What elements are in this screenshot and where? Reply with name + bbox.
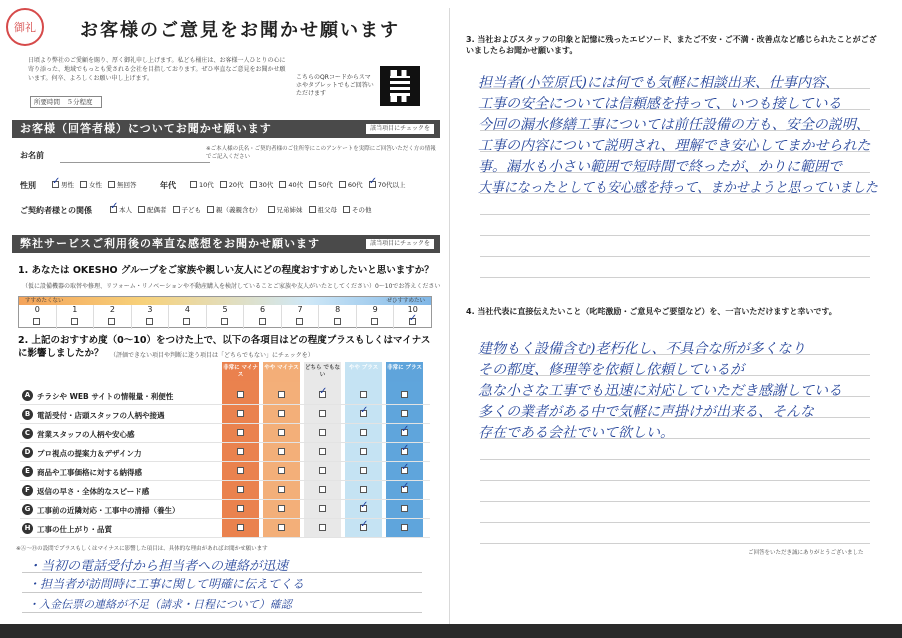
scale-checkbox[interactable] <box>409 318 416 325</box>
gender-option[interactable] <box>108 180 137 189</box>
checkbox[interactable] <box>138 206 145 213</box>
row-label: 営業スタッフの人柄や安心感 <box>37 430 135 439</box>
checkbox[interactable] <box>207 206 214 213</box>
rating-column-header: 非常に マイナス <box>223 365 258 378</box>
relation-option-label: その他 <box>352 206 372 214</box>
handwritten-comment: ・当初の電話受付から担当者への連絡が迅速 <box>28 559 289 574</box>
age-option-label: 60代 <box>347 181 363 189</box>
scale-number: 3 <box>147 305 153 314</box>
answer-line <box>480 543 870 544</box>
gender-option-label: 男性 <box>61 181 74 189</box>
rating-checkbox[interactable] <box>401 429 408 436</box>
age-option[interactable] <box>250 180 274 189</box>
rating-checkbox[interactable] <box>237 524 244 531</box>
scale-cell <box>19 305 56 329</box>
name-note: ※ご本人様の氏名・ご契約者様のご住所等にこのアンケートを実際にご回答いただく方の情報でご記入ください <box>206 146 436 160</box>
checkbox[interactable] <box>108 181 115 188</box>
intro-text: 日頃より弊社のご愛顧を賜り、厚く御礼申し上げます。私ども桶庄は、お客様一人ひとりの心に寄り添った、地域でもっとも愛される会社を目指しております。ぜひ率直なご意見をお聞かせ願います。何卒、よろしくお願い申し上げます。 <box>28 57 286 82</box>
rating-checkbox[interactable] <box>278 505 285 512</box>
gender-options <box>52 180 137 189</box>
rating-row <box>20 443 430 462</box>
relation-option-label: 本人 <box>119 206 132 214</box>
checkbox[interactable] <box>279 181 286 188</box>
gender-option[interactable] <box>80 180 102 189</box>
age-option[interactable] <box>220 180 244 189</box>
age-option[interactable] <box>309 180 333 189</box>
scale-cell <box>356 305 394 329</box>
thank-you-footer: ご回答をいただき誠にありがとうございました <box>748 550 864 556</box>
rating-checkbox[interactable] <box>319 429 326 436</box>
question-3: 3. 当社およびスタッフの印象と記憶に残ったエピソード、またご不安・ご不満・改善点など感じられたことがございましたらお聞かせ願います。 <box>466 35 877 55</box>
handwritten-answer: 大事になったとしても安心感を持って、まかせようと思っていました <box>478 180 878 196</box>
rating-checkbox[interactable] <box>401 524 408 531</box>
rating-checkbox[interactable] <box>319 486 326 493</box>
gender-label: 性別 <box>20 181 36 190</box>
relation-option-label: 子ども <box>181 206 201 214</box>
rating-column-header: やや プラス <box>348 365 379 371</box>
row-label: 返信の早さ・全体的なスピード感 <box>37 487 150 496</box>
scale-checkbox[interactable] <box>334 318 341 325</box>
answer-line <box>22 592 422 593</box>
rating-row <box>20 519 430 538</box>
row-label: プロ視点の提案力＆デザイン力 <box>37 449 142 458</box>
rating-row <box>20 462 430 481</box>
rating-grid <box>20 362 430 538</box>
row-label: チラシや WEB サイトの情報量・利便性 <box>37 392 174 401</box>
row-label: 電話受付・店頭スタッフの人柄や接遇 <box>37 411 165 420</box>
handwritten-comment: ・入金伝票の連絡が不足（請求・日程について）確認 <box>28 598 292 611</box>
age-option[interactable] <box>279 180 303 189</box>
rating-checkbox[interactable] <box>237 391 244 398</box>
answer-line <box>480 459 870 460</box>
relation-option[interactable] <box>343 205 372 214</box>
relation-option[interactable] <box>173 205 202 214</box>
check-note: 該当項目にチェックを <box>366 239 434 249</box>
answer-line <box>480 214 870 215</box>
relation-option[interactable] <box>138 205 167 214</box>
rating-checkbox[interactable] <box>319 505 326 512</box>
rating-column-header: やや マイナス <box>264 365 299 371</box>
relation-option[interactable] <box>110 205 132 214</box>
checkbox[interactable] <box>190 181 197 188</box>
scale-checkbox[interactable] <box>259 318 266 325</box>
rating-checkbox[interactable] <box>360 505 367 512</box>
row-letter-badge: E <box>22 466 33 477</box>
handwritten-answer: 事。漏水も小さい範囲で短時間で終ったが、かりに範囲で <box>478 159 842 175</box>
checkbox[interactable] <box>220 181 227 188</box>
checkbox[interactable] <box>268 206 275 213</box>
rating-checkbox[interactable] <box>278 448 285 455</box>
scale-cell <box>206 305 244 329</box>
rating-checkbox[interactable] <box>319 391 326 398</box>
answer-line <box>22 612 422 613</box>
age-option-label: 20代 <box>228 181 244 189</box>
rating-checkbox[interactable] <box>237 467 244 474</box>
rating-checkbox[interactable] <box>360 410 367 417</box>
scale-number: 1 <box>72 305 78 314</box>
qr-instructions: こちらのQRコードからスマホやタブレットでもご回答いただけます <box>296 74 374 97</box>
scale-cell <box>281 305 319 329</box>
section-respondent-title: お客様（回答者様）についてお聞かせ願います <box>20 122 272 135</box>
scale-checkbox[interactable] <box>71 318 78 325</box>
scale-checkbox[interactable] <box>183 318 190 325</box>
rating-checkbox[interactable] <box>278 429 285 436</box>
scale-checkbox[interactable] <box>221 318 228 325</box>
age-option-label: 10代 <box>199 181 214 189</box>
handwritten-answer: 建物もく設備含む)老朽化し、不具合な所が多くなり <box>478 341 806 357</box>
page-title: お客様のご意見をお聞かせ願います <box>80 20 400 41</box>
rating-checkbox[interactable] <box>319 524 326 531</box>
answer-line <box>480 277 870 278</box>
scale-number: 5 <box>222 305 228 314</box>
age-label: 年代 <box>160 181 176 190</box>
scale-checkbox[interactable] <box>108 318 115 325</box>
rating-column-header: どちら でもない <box>305 365 340 378</box>
handwritten-answer: 今回の漏水修繕工事については前任設備の方も、安全の説明、 <box>478 117 870 133</box>
rating-checkbox[interactable] <box>319 448 326 455</box>
row-letter-badge: F <box>22 485 33 496</box>
scan-edge <box>0 624 902 638</box>
handwritten-answer: その都度、修理等を依頼し依頼しているが <box>478 362 744 378</box>
age-option[interactable] <box>369 180 406 189</box>
scale-number: 6 <box>260 305 266 314</box>
rating-checkbox[interactable] <box>278 524 285 531</box>
handwritten-answer: 担当者(小笠原氏)には何でも気軽に相談出来、仕事内容、 <box>478 75 839 91</box>
row-label: 商品や工事価格に対する納得感 <box>37 468 142 477</box>
relation-option-label: 祖父母 <box>317 206 337 214</box>
relation-option-label: 配偶者 <box>147 206 167 214</box>
name-label: お名前 <box>20 151 44 160</box>
rating-row <box>20 405 430 424</box>
scale-cell <box>131 305 169 329</box>
scale-checkbox[interactable] <box>296 318 303 325</box>
age-option-label: 50代 <box>318 181 333 189</box>
section-feedback-header <box>12 235 440 253</box>
question-4: 4. 当社代表に直接伝えたいこと（叱咤激励・ご意見やご要望など）を、一言いただけますと幸いです。 <box>466 307 837 316</box>
age-option-label: 30代 <box>258 181 274 189</box>
row-label: 工事前の近隣対応・工事中の清掃（養生） <box>37 506 180 515</box>
row-letter-badge: A <box>22 390 33 401</box>
scale-number: 8 <box>335 305 341 314</box>
relation-label: ご契約者様との関係 <box>20 206 92 215</box>
age-options <box>190 180 405 189</box>
check-note: 該当項目にチェックを <box>366 124 434 134</box>
scale-number: 9 <box>372 305 378 314</box>
rating-row <box>20 500 430 519</box>
scale-number: 4 <box>184 305 190 314</box>
rating-checkbox[interactable] <box>401 505 408 512</box>
answer-line <box>480 235 870 236</box>
rating-checkbox[interactable] <box>360 448 367 455</box>
scale-cell <box>56 305 94 329</box>
gender-option[interactable] <box>52 180 74 189</box>
scale-number: 2 <box>109 305 115 314</box>
scale-number: 7 <box>297 305 303 314</box>
checkbox[interactable] <box>250 181 257 188</box>
relation-option[interactable] <box>309 205 338 214</box>
row-letter-badge: C <box>22 428 33 439</box>
name-field-line[interactable] <box>60 162 210 163</box>
rating-checkbox[interactable] <box>278 410 285 417</box>
question-1: 1. あなたは OKESHO グループをご家族や親しい友人にどの程度おすすめしたいと思いますか？ <box>18 265 434 276</box>
row-letter-badge: G <box>22 504 33 515</box>
recommend-scale <box>18 296 432 328</box>
rating-checkbox[interactable] <box>278 467 285 474</box>
checkbox[interactable] <box>110 206 117 213</box>
footnote: ※Ⓐ～Ⓗの設問でプラスもしくはマイナスに影響した項目は、具体的な理由があればお聞かせ願います <box>16 546 268 552</box>
rating-column-header: 非常に プラス <box>387 365 422 371</box>
rating-checkbox[interactable] <box>401 391 408 398</box>
rating-checkbox[interactable] <box>401 486 408 493</box>
scale-low-label: すすめたくない <box>25 298 64 304</box>
handwritten-answer: 工事の安全については信頼感を持って、いつも接している <box>478 96 842 112</box>
row-letter-badge: H <box>22 523 33 534</box>
rating-checkbox[interactable] <box>401 467 408 474</box>
answer-line <box>480 256 870 257</box>
question-1-note: （仮に設備機器の取替や修理、リフォーム・リノベーションや不動産購入を検討していることご家族や友人がいたとしてください）0～10でお答えください <box>22 283 441 290</box>
question-2: 2. 上記のおすすめ度（0～10）をつけた上で、以下の各項目はどの程度プラスもしくはマイナスに影響しましたか？ <box>18 335 431 359</box>
rating-checkbox[interactable] <box>237 429 244 436</box>
answer-line <box>480 501 870 502</box>
time-required-box: 所要時間 ５分程度 <box>30 96 102 108</box>
scale-cells <box>19 305 431 329</box>
rating-checkbox[interactable] <box>401 410 408 417</box>
checkbox[interactable] <box>339 181 346 188</box>
section-feedback-title: 弊社サービスご利用後の率直な感想をお聞かせ願います <box>20 237 320 250</box>
answer-line <box>480 522 870 523</box>
scale-checkbox[interactable] <box>33 318 40 325</box>
rating-row <box>20 424 430 443</box>
scale-cell <box>393 305 431 329</box>
rating-checkbox[interactable] <box>360 467 367 474</box>
row-letter-badge: D <box>22 447 33 458</box>
checkbox[interactable] <box>52 181 59 188</box>
checkbox[interactable] <box>173 206 180 213</box>
relation-option[interactable] <box>268 205 303 214</box>
rating-checkbox[interactable] <box>319 410 326 417</box>
relation-option[interactable] <box>207 205 262 214</box>
scale-high-label: ぜひすすめたい <box>386 298 425 304</box>
relation-option-label: 兄弟姉妹 <box>276 206 303 214</box>
scale-cell <box>93 305 131 329</box>
scale-gradient <box>19 297 431 305</box>
rating-checkbox[interactable] <box>237 448 244 455</box>
qr-code-icon[interactable] <box>380 66 420 106</box>
rating-row <box>20 481 430 500</box>
rating-checkbox[interactable] <box>237 486 244 493</box>
scale-checkbox[interactable] <box>146 318 153 325</box>
rating-checkbox[interactable] <box>278 391 285 398</box>
checkbox[interactable] <box>369 181 376 188</box>
gender-option-label: 無回答 <box>117 181 137 189</box>
handwritten-answer: 多くの業者がある中で気軽に声掛けが出来る、そんな <box>478 404 814 420</box>
handwritten-comment: ・担当者が訪問時に工事に関して明確に伝えてくる <box>28 577 305 591</box>
handwritten-answer: 工事の内容について説明され、理解でき安心してまかせられた <box>478 138 871 154</box>
scale-cell <box>168 305 206 329</box>
row-label: 工事の仕上がり・品質 <box>37 525 112 534</box>
rating-checkbox[interactable] <box>319 467 326 474</box>
scale-number: 10 <box>407 305 418 314</box>
age-option[interactable] <box>339 180 363 189</box>
stamp-seal: 御礼 <box>6 8 44 46</box>
rating-checkbox[interactable] <box>278 486 285 493</box>
checkbox[interactable] <box>80 181 87 188</box>
rating-checkbox[interactable] <box>237 505 244 512</box>
scale-number: 0 <box>34 305 40 314</box>
row-letter-badge: B <box>22 409 33 420</box>
checkbox[interactable] <box>309 181 316 188</box>
relation-option-label: 親（義親含む） <box>216 206 262 214</box>
scale-checkbox[interactable] <box>371 318 378 325</box>
scale-cell <box>318 305 356 329</box>
rating-checkbox[interactable] <box>401 448 408 455</box>
answer-line <box>480 480 870 481</box>
checkbox[interactable] <box>343 206 350 213</box>
gender-option-label: 女性 <box>89 181 102 189</box>
rating-checkbox[interactable] <box>360 486 367 493</box>
relation-options <box>110 205 372 214</box>
rating-row <box>20 386 430 405</box>
section-respondent-header <box>12 120 440 138</box>
checkbox[interactable] <box>309 206 316 213</box>
question-2-note: （評価できない項目や判断に迷う項目は「どちらでもない」にチェックを） <box>110 352 314 359</box>
rating-checkbox[interactable] <box>237 410 244 417</box>
handwritten-answer: 存在である会社でいて欲しい。 <box>478 425 674 441</box>
rating-checkbox[interactable] <box>360 524 367 531</box>
scale-cell <box>243 305 281 329</box>
rating-checkbox[interactable] <box>360 391 367 398</box>
age-option-label: 40代 <box>288 181 304 189</box>
page-divider <box>449 8 450 630</box>
rating-checkbox[interactable] <box>360 429 367 436</box>
handwritten-answer: 急な小さな工事でも迅速に対応していただき感謝している <box>478 383 842 399</box>
age-option-label: 70代以上 <box>377 181 406 189</box>
age-option[interactable] <box>190 180 214 189</box>
